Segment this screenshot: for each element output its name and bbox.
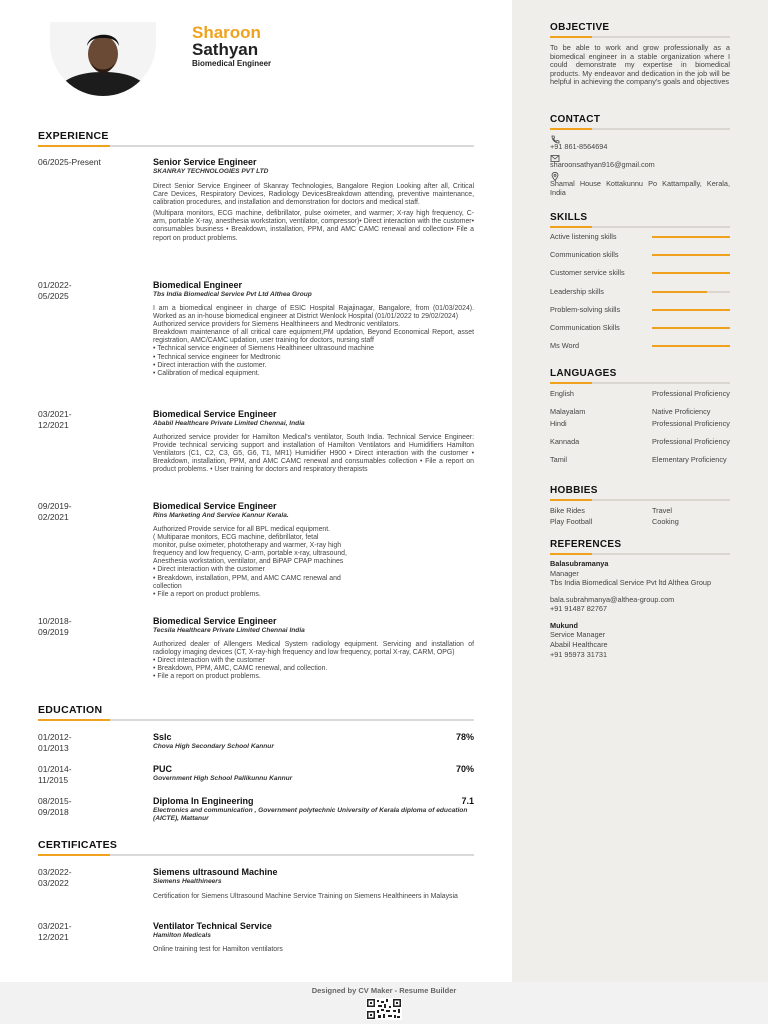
- reference-email[interactable]: bala.subrahmanya@althea-group.com: [550, 595, 675, 604]
- language-name: Kannada: [550, 437, 580, 446]
- skill-level-bar: [652, 345, 730, 347]
- objective-heading: OBJECTIVE: [550, 22, 610, 33]
- entry-role: Biomedical Service Engineer: [153, 409, 277, 419]
- skill-item: [550, 269, 730, 287]
- description-paragraph: I am a biomedical engineer in charge of ESIC Hospital Rajajinagar, Bangalore, from (01/03/2024). Worked as an in-house biomedical engineer at District Wenlock Hospital (01/01/2022 to 29/02/2024) Authorized service providers for Siemens Healthineers and Medtronic ventilators. Breakdown maintenance of all critical care equipment,PM updation, Beyond Economical Report, asset registration, AMC/CAMC updation, user training for doctors, nursing staff • Technical service engineer of Siemens Healthineer ultrasound machine • Technical service engineer for Medtronic • Direct interaction with the customer. • Calibration of medical equipment.: [153, 305, 474, 377]
- reference-company: Ababil Healthcare: [550, 640, 608, 649]
- entry-description: [153, 946, 474, 957]
- entry-issuer: Siemens Healthineers: [153, 878, 222, 885]
- skill-level-bar: [652, 327, 730, 329]
- skill-name: Problem-solving skills: [550, 304, 621, 314]
- skill-level-bar: [652, 291, 730, 293]
- hobbies-heading: HOBBIES: [550, 485, 598, 496]
- reference-company: Tbs India Biomedical Service Pvt ltd Althea Group: [550, 578, 712, 587]
- section-divider-accent: [550, 499, 592, 501]
- section-divider-accent: [550, 382, 592, 384]
- entry-organization: Rins Marketing And Service Kannur Kerala.: [153, 512, 289, 519]
- skill-name: Active listening skills: [550, 232, 617, 241]
- education-heading: EDUCATION: [38, 704, 103, 716]
- skill-item: [550, 251, 730, 269]
- skill-item: [550, 342, 730, 360]
- languages-heading: LANGUAGES: [550, 368, 617, 379]
- skill-level-fill: [652, 254, 730, 256]
- description-paragraph: Online training test for Hamilton ventilators: [153, 946, 283, 953]
- entry-school: Electronics and communication , Government polytechnic University of Kerala diploma of education (AICTE), Mattanur: [153, 807, 468, 822]
- entry-role: Biomedical Service Engineer: [153, 616, 277, 626]
- description-paragraph: Authorized Provide service for all BPL medical equipment. ( Multiparae monitors, ECG machine, defibrillator, fetal monitor, pulse oximeter, phototherapy and warmer, X-ray high frequency and low frequency, C-arm, portable x-ray, ultrasound, Anesthesia workstation, ventilator, and BiPAP CPAP machines • Direct interaction with the customer • Breakdown, installation, PPM, and AMC CAMC renewal and collection • File a report on product problems.: [153, 526, 347, 598]
- language-name: English: [550, 389, 574, 398]
- section-divider-accent: [38, 145, 110, 147]
- experience-entry: [38, 501, 474, 601]
- entry-degree: Sslc: [153, 732, 172, 742]
- experience-entry: [38, 616, 474, 691]
- skill-name: Ms Word: [550, 341, 580, 351]
- skill-item: [550, 324, 730, 342]
- skill-level-bar: [652, 236, 730, 238]
- objective-text: To be able to work and grow professionally as a biomedical engineer in a stable organization where I could demonstrate my expertise in biomedical products. My endeavor and dedication in the job will be helpful in achieving the company's goals and objectives: [550, 43, 730, 87]
- experience-entry: [38, 157, 474, 267]
- skill-item: [550, 288, 730, 306]
- skill-level-fill: [652, 272, 730, 274]
- sidebar: [512, 0, 768, 982]
- entry-description: [153, 183, 474, 246]
- section-divider-accent: [38, 854, 110, 856]
- reference-phone: +91 91487 82767: [550, 604, 608, 613]
- description-paragraph: Authorized service provider for Hamilton Medical's ventilator, South India. Technical Service Engineer: Provide technical servicing support and installation of Hamilton Ventilators and Humidifiers Hamilton Ventilators (C1, C2, C3, G5, G6, T1, MR1) Humidifier H900 • Direct interaction with the customer • Breakdown, installation, PPM, and AMC CAMC renewal and consumables collection • File a report on product problems. • User training for doctors and respiratory therapists: [153, 434, 474, 474]
- language-name: Hindi: [550, 419, 567, 428]
- footer: [0, 982, 768, 1024]
- hobby-item: Travel: [652, 506, 673, 515]
- entry-organization: Tbs India Biomedical Service Pvt Ltd Althea Group: [153, 291, 312, 298]
- skill-level-fill: [652, 309, 730, 311]
- description-paragraph: (Multipara monitors, ECG machine, defibrillator, pulse oximeter, and warmer; X-ray high frequency, C-arm, portable X-ray, anesthesia workstation, ventilator, compressor)• Direct interaction with the customer• consumables business • Breakdown, installation, PPM, and AMC CAMC renewal and collection• File a report on product problems.: [153, 210, 474, 242]
- section-divider-accent: [550, 553, 592, 555]
- entry-certificate: Ventilator Technical Service: [153, 921, 272, 931]
- language-level: Professional Proficiency: [652, 389, 730, 398]
- entry-description: [153, 526, 474, 602]
- language-level: Native Proficiency: [652, 407, 711, 416]
- footer-credit[interactable]: Designed by CV Maker - Resume Builder: [311, 986, 457, 995]
- description-paragraph: Authorized dealer of Allengers Medical System radiology equipment. Servicing and installation of radiology imaging devices (CT, X-ray-high frequency and low frequency, portal X-ray, CARM, OPG) • Direct interaction with the customer • Breakdown, PPM, AMC, CAMC renewal, and collection. • File a report on product problems.: [153, 641, 474, 681]
- entry-role: Biomedical Engineer: [153, 280, 243, 290]
- entry-organization: Tecsila Healthcare Private Limited Chennai India: [153, 627, 305, 634]
- entry-description: [153, 641, 474, 684]
- reference-title: Manager: [550, 569, 579, 578]
- entry-date: 10/2018- 09/2019: [38, 616, 72, 637]
- reference-title: Service Manager: [550, 630, 606, 639]
- skills-heading: SKILLS: [550, 212, 588, 223]
- entry-organization: Ababil Healthcare Private Limited Chennai, India: [153, 420, 305, 427]
- skill-level-fill: [652, 291, 707, 293]
- hobby-item: Play Football: [550, 517, 593, 526]
- contact-heading: CONTACT: [550, 114, 601, 125]
- entry-date: 01/2014- 11/2015: [38, 764, 72, 785]
- skill-name: Communication skills: [550, 250, 619, 260]
- skill-level-fill: [652, 327, 730, 329]
- entry-description: [153, 434, 474, 477]
- entry-issuer: Hamilton Medicals: [153, 932, 211, 939]
- contact-phone[interactable]: +91 861-8564694: [550, 142, 608, 151]
- education-entry: [38, 764, 474, 788]
- skill-name: Customer service skills: [550, 268, 625, 278]
- entry-date: 06/2025-Present: [38, 157, 101, 167]
- entry-date: 03/2022- 03/2022: [38, 867, 72, 888]
- reference-phone: +91 95973 31731: [550, 650, 608, 659]
- section-divider-accent: [550, 36, 592, 38]
- first-name: Sharoon: [192, 23, 261, 42]
- entry-score: 7.1: [461, 796, 474, 806]
- skill-name: Leadership skills: [550, 286, 604, 296]
- entry-degree: PUC: [153, 764, 173, 774]
- references-heading: REFERENCES: [550, 539, 622, 550]
- entry-date: 08/2015- 09/2018: [38, 796, 72, 817]
- qr-code-icon: [366, 998, 402, 1020]
- entry-certificate: Siemens ultrasound Machine: [153, 867, 278, 877]
- contact-email[interactable]: sharoonsathyan916@gmail.com: [550, 160, 655, 169]
- description-paragraph: Direct Senior Service Engineer of Skanray Technologies, Bangalore Region Looking after all, Critical Care Devices, Respiratory Devices, Radiology DevicesBreakdown attending, preventive maintenance, calibration procedures, and installation and demonstration for doctors and medical staff.: [153, 183, 474, 207]
- entry-date: 03/2021- 12/2021: [38, 921, 72, 942]
- skill-name: Communication Skills: [550, 323, 620, 332]
- job-title: Biomedical Engineer: [192, 59, 272, 68]
- skill-level-bar: [652, 309, 730, 311]
- entry-date: 09/2019- 02/2021: [38, 501, 72, 522]
- last-name: Sathyan: [192, 40, 259, 59]
- hobby-item: Bike Rides: [550, 506, 585, 515]
- education-entry: [38, 732, 474, 756]
- entry-score: 78%: [455, 732, 474, 742]
- language-level: Professional Proficiency: [652, 419, 730, 428]
- entry-organization: SKANRAY TECHNOLOGIES PVT LTD: [153, 168, 269, 175]
- experience-entry: [38, 280, 474, 400]
- contact-address: Shamal House Kottakunnu Po Kattampally, Kerala, India: [550, 179, 730, 197]
- section-divider-accent: [550, 128, 592, 130]
- skill-level-fill: [652, 236, 730, 238]
- language-name: Malayalam: [550, 407, 586, 416]
- language-name: Tamil: [550, 455, 568, 464]
- entry-role: Senior Service Engineer: [153, 157, 257, 167]
- skill-level-bar: [652, 272, 730, 274]
- reference-name: Balasubramanya: [550, 559, 609, 568]
- entry-role: Biomedical Service Engineer: [153, 501, 277, 511]
- experience-entry: [38, 409, 474, 494]
- entry-description: [153, 305, 474, 381]
- certificate-entry: [38, 921, 474, 961]
- experience-heading: EXPERIENCE: [38, 130, 109, 142]
- entry-date: 03/2021- 12/2021: [38, 409, 72, 430]
- entry-school: Chova High Secondary School Kannur: [153, 743, 274, 750]
- entry-degree: Diploma In Engineering: [153, 796, 254, 806]
- entry-school: Government High School Pallikunnu Kannur: [153, 775, 293, 782]
- entry-score: 70%: [455, 764, 474, 774]
- entry-date: 01/2022- 05/2025: [38, 280, 72, 301]
- education-entry: [38, 796, 474, 826]
- language-level: Professional Proficiency: [652, 437, 730, 446]
- certificate-entry: [38, 867, 474, 912]
- skill-level-bar: [652, 254, 730, 256]
- section-divider-accent: [38, 719, 110, 721]
- reference-name: Mukund: [550, 621, 578, 630]
- section-divider-accent: [550, 226, 592, 228]
- language-level: Elementary Proficiency: [652, 455, 727, 464]
- skill-level-fill: [652, 345, 730, 347]
- entry-description: [153, 893, 474, 904]
- description-paragraph: Certification for Siemens Ultrasound Machine Service Training on Siemens Healthineers in Malaysia: [153, 893, 458, 900]
- certificates-heading: CERTIFICATES: [38, 839, 118, 851]
- skill-item: [550, 306, 730, 324]
- skill-item: [550, 233, 730, 251]
- hobby-item: Cooking: [652, 517, 679, 526]
- entry-date: 01/2012- 01/2013: [38, 732, 72, 753]
